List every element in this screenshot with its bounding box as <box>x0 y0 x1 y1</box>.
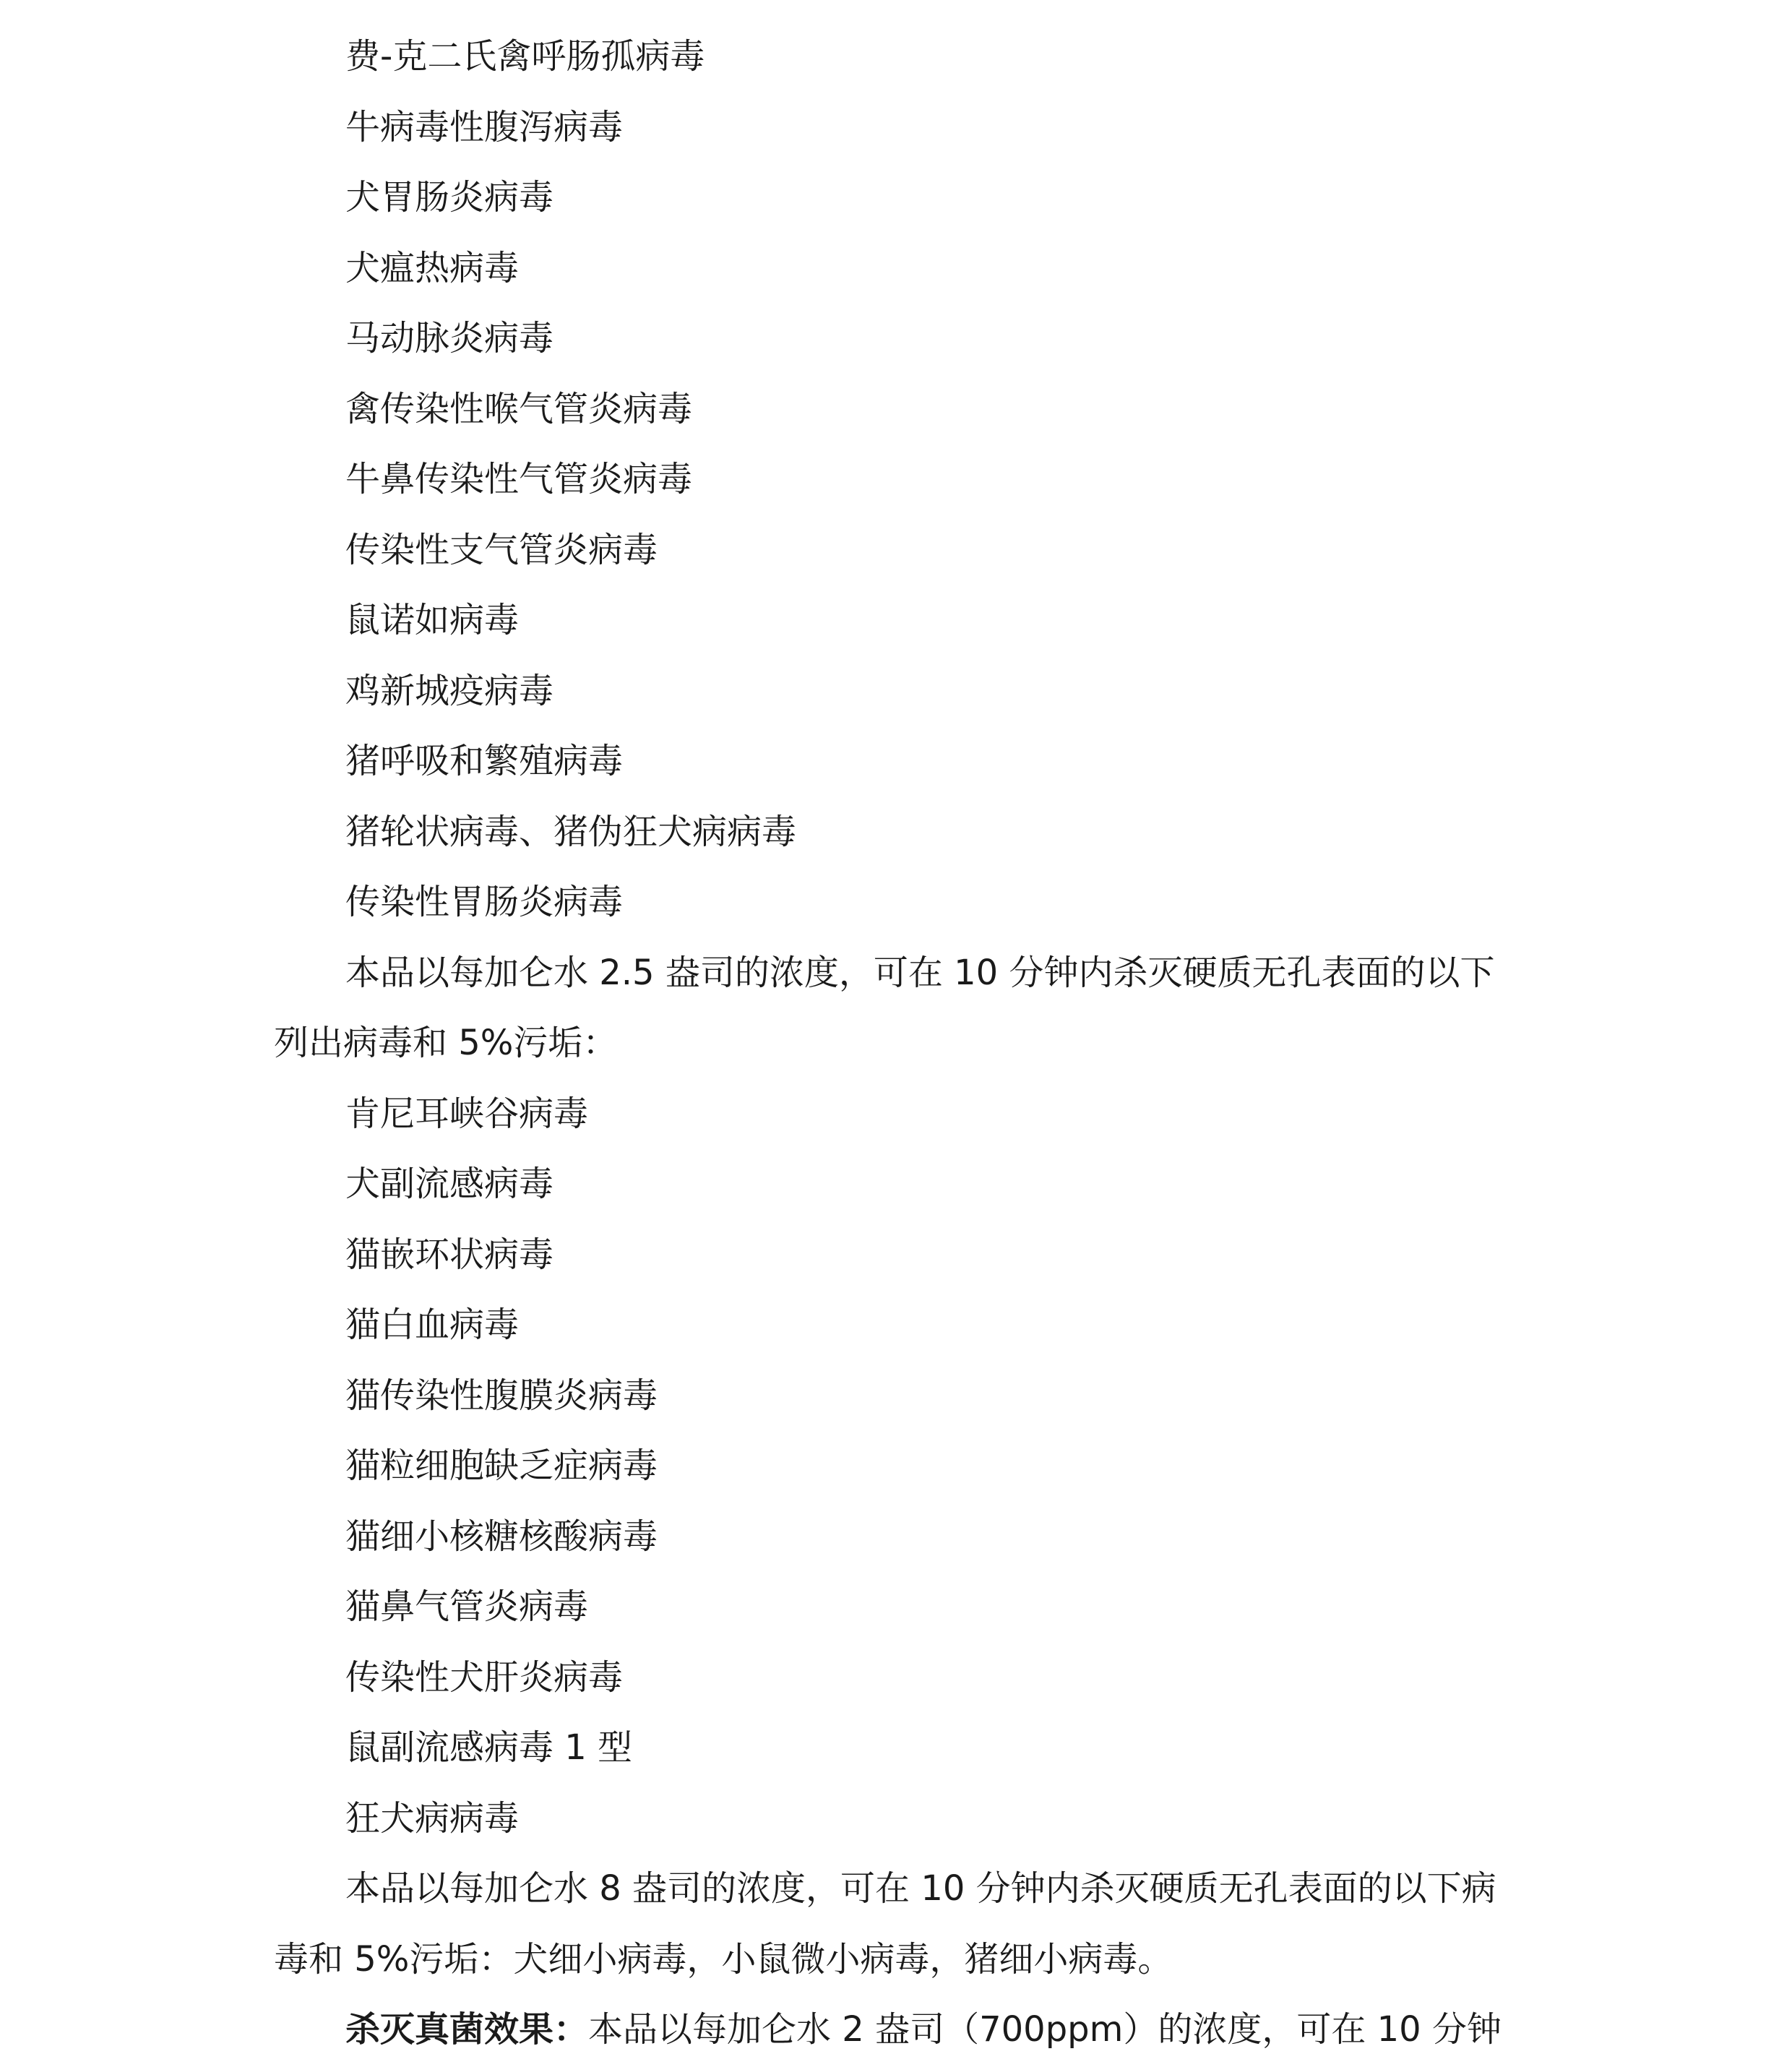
virus-list-item: 犬副流感病毒 <box>345 1164 554 1204</box>
virus-list-item: 禽传染性喉气管炎病毒 <box>345 388 693 429</box>
virus-list-item: 猫鼻气管炎病毒 <box>345 1586 589 1627</box>
virus-list-item: 鼠副流感病毒 1 型 <box>345 1727 633 1768</box>
virus-list-item: 猪轮状病毒、猪伪狂犬病病毒 <box>345 811 797 852</box>
paragraph-8oz-line2: 毒和 5%污垢：犬细小病毒，小鼠微小病毒，猪细小病毒。 <box>274 1938 1173 1980</box>
virus-list-item: 猪呼吸和繁殖病毒 <box>345 741 624 781</box>
paragraph-2-5oz-line2: 列出病毒和 5%污垢： <box>274 1023 618 1063</box>
virus-list-item: 费-克二氏禽呼肠孤病毒 <box>345 36 705 77</box>
virus-list-item: 猫传染性腹膜炎病毒 <box>345 1375 658 1416</box>
virus-list-item: 传染性胃肠炎病毒 <box>345 882 624 922</box>
virus-list-item: 猫白血病毒 <box>345 1305 520 1345</box>
virus-list-item: 犬胃肠炎病毒 <box>345 177 554 218</box>
fungi-heading: 杀灭真菌效果： <box>345 2009 589 2050</box>
fungi-text: 本品以每加仑水 2 盎司（700ppm）的浓度，可在 10 分钟 <box>588 2009 1502 2050</box>
virus-list-item: 牛病毒性腹泻病毒 <box>345 106 624 147</box>
virus-list-item: 犬瘟热病毒 <box>345 247 520 288</box>
fungi-paragraph <box>274 1995 1531 2066</box>
document-body <box>274 22 1531 2066</box>
paragraph-8oz-line1: 本品以每加仑水 8 盎司的浓度，可在 10 分钟内杀灭硬质无孔表面的以下病 <box>345 1868 1496 1909</box>
virus-list-item: 传染性犬肝炎病毒 <box>345 1656 624 1698</box>
virus-list-item: 猫粒细胞缺乏症病毒 <box>345 1445 658 1486</box>
virus-list-item: 狂犬病病毒 <box>345 1797 520 1839</box>
virus-list-item: 猫细小核糖核酸病毒 <box>345 1516 658 1557</box>
paragraph-2-5oz-line1: 本品以每加仑水 2.5 盎司的浓度，可在 10 分钟内杀灭硬质无孔表面的以下 <box>345 952 1495 993</box>
virus-list-item: 鼠诺如病毒 <box>345 600 520 640</box>
virus-list-item: 肯尼耳峡谷病毒 <box>345 1093 589 1134</box>
virus-list-item: 马动脉炎病毒 <box>345 318 554 358</box>
virus-list-item: 猫嵌环状病毒 <box>345 1234 554 1275</box>
virus-list-item: 牛鼻传染性气管炎病毒 <box>345 459 693 499</box>
virus-list-item: 传染性支气管炎病毒 <box>345 529 658 570</box>
virus-list-item: 鸡新城疫病毒 <box>345 670 554 711</box>
